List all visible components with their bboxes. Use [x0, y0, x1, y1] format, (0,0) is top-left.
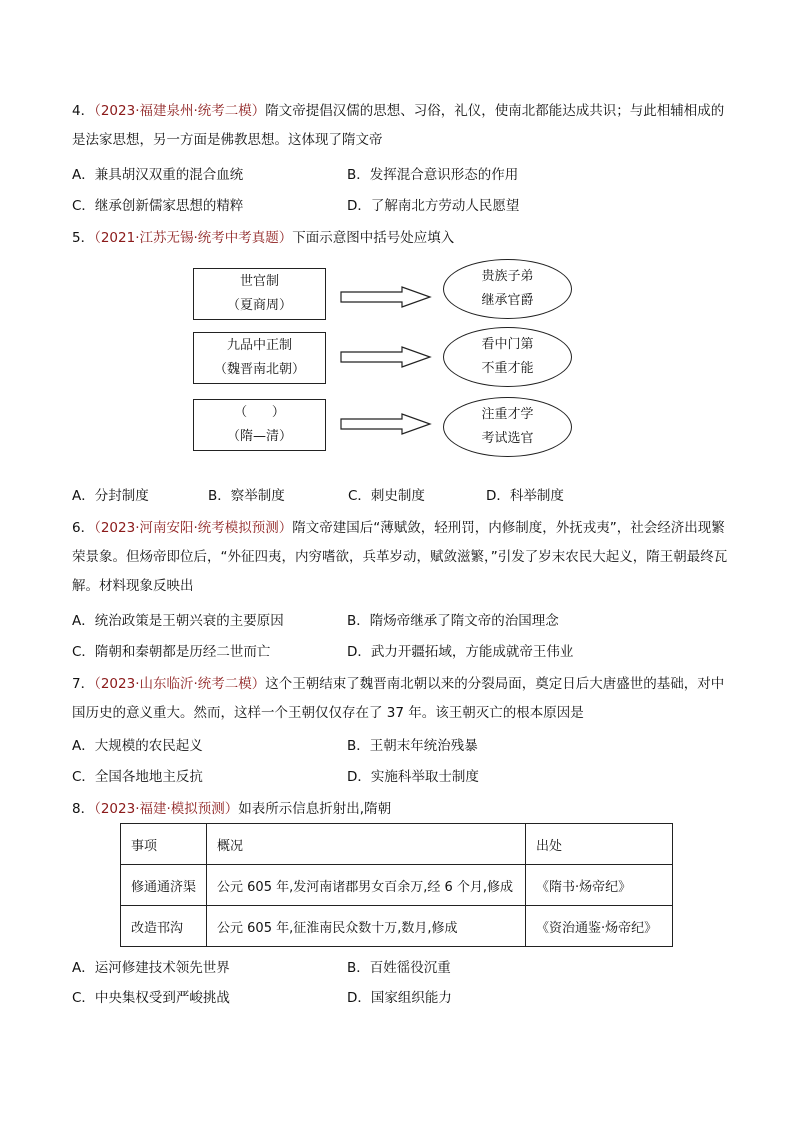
option-d: D．武力开疆拓域，方能成就帝王伟业 — [347, 644, 574, 660]
table-row — [121, 906, 673, 947]
ellipse-line: 考试选官 — [481, 431, 534, 446]
table-header-cell: 事项 — [121, 824, 207, 865]
table-header-cell: 出处 — [526, 824, 673, 865]
box-line: 九品中正制 — [226, 338, 292, 353]
box-line: （隋—清） — [226, 429, 292, 444]
option-b: B．隋炀帝继承了隋文帝的治国理念 — [347, 613, 559, 629]
question-number: 6． — [72, 520, 95, 536]
diagram-box-shiguan — [193, 268, 326, 320]
question-text: 隋文帝提倡汉儒的思想、习俗，礼仪，使南北都能达成共识；与此相辅相成的是法家思想，另一方面是佛教思想。这体现了隋文帝 — [72, 103, 725, 148]
diagram-ellipse-2 — [443, 327, 572, 387]
ellipse-line: 注重才学 — [481, 407, 534, 422]
table-header-row — [121, 824, 673, 865]
option-a: A．统治政策是王朝兴衰的主要原因 — [72, 613, 284, 629]
question-source: （2023·河南安阳·统考模拟预测） — [94, 520, 293, 536]
option-c: C．继承创新儒家思想的精粹 — [72, 198, 244, 214]
ellipse-line: 看中门第 — [481, 337, 534, 352]
diagram-box-blank — [193, 399, 326, 451]
option-b: B．发挥混合意识形态的作用 — [347, 167, 519, 183]
table-cell: 修通通济渠 — [121, 865, 207, 906]
question-7-stem — [72, 670, 732, 728]
option-a: A．兼具胡汉双重的混合血统 — [72, 167, 244, 183]
question-number: 7． — [72, 676, 95, 692]
question-source: （2023·山东临沂·统考二模） — [94, 676, 266, 692]
question-text: 下面示意图中括号处应填入 — [292, 230, 455, 246]
option-d: D．了解南北方劳动人民愿望 — [347, 198, 520, 214]
arrow-right-icon — [340, 413, 432, 435]
option-d: D．国家组织能力 — [347, 990, 452, 1006]
question-8-stem — [72, 795, 732, 824]
box-line: （ ） — [234, 405, 285, 420]
option-c: C．中央集权受到严峻挑战 — [72, 990, 230, 1006]
info-table — [120, 823, 673, 947]
table-cell: 《资治通鉴·炀帝纪》 — [526, 906, 673, 947]
option-c: C．刺史制度 — [348, 488, 425, 504]
option-b: B．察举制度 — [208, 488, 285, 504]
table-cell: 《隋书·炀帝纪》 — [526, 865, 673, 906]
question-6-stem — [72, 514, 732, 601]
option-b: B．百姓徭役沉重 — [347, 960, 451, 976]
table-cell: 改造邗沟 — [121, 906, 207, 947]
table-row — [121, 865, 673, 906]
option-d: D．科举制度 — [486, 488, 564, 504]
option-c: C．全国各地地主反抗 — [72, 769, 203, 785]
question-number: 4． — [72, 103, 95, 119]
question-5-stem — [72, 224, 732, 253]
option-a: A．运河修建技术领先世界 — [72, 960, 230, 976]
question-text: 隋文帝建国后“薄赋敛，轻刑罚，内修制度，外抚戎夷”，社会经济出现繁荣景象。但炀帝即位后，“外征四夷，内穷嗜欲，兵革岁动，赋敛滋繁，”引发了岁末农民大起义，隋王朝最终瓦解。材料现象反映出 — [72, 520, 728, 594]
ellipse-line: 不重才能 — [481, 361, 534, 376]
arrow-right-icon — [340, 286, 432, 308]
option-d: D．实施科举取士制度 — [347, 769, 479, 785]
box-line: （魏晋南北朝） — [213, 362, 305, 377]
ellipse-line: 继承官爵 — [481, 293, 534, 308]
option-c: C．隋朝和秦朝都是历经二世而亡 — [72, 644, 271, 660]
option-a: A．分封制度 — [72, 488, 149, 504]
table-cell: 公元 605 年,发河南诸郡男女百余万,经 6 个月,修成 — [207, 865, 526, 906]
option-b: B．王朝末年统治残暴 — [347, 738, 478, 754]
question-source: （2023·福建泉州·统考二模） — [94, 103, 266, 119]
diagram-ellipse-1 — [443, 259, 572, 319]
question-4-stem — [72, 97, 732, 155]
diagram-box-jiupin — [193, 332, 326, 384]
table-header-cell: 概况 — [207, 824, 526, 865]
option-a: A．大规模的农民起义 — [72, 738, 203, 754]
box-line: （夏商周） — [226, 298, 292, 313]
question-text: 如表所示信息折射出,隋朝 — [238, 801, 392, 817]
arrow-right-icon — [340, 346, 432, 368]
question-source: （2023·福建·模拟预测） — [94, 801, 239, 817]
box-line: 世官制 — [239, 274, 279, 289]
table-cell: 公元 605 年,征淮南民众数十万,数月,修成 — [207, 906, 526, 947]
diagram-ellipse-3 — [443, 397, 572, 457]
question-number: 8． — [72, 801, 95, 817]
question-source: （2021·江苏无锡·统考中考真题） — [94, 230, 293, 246]
question-number: 5． — [72, 230, 95, 246]
ellipse-line: 贵族子弟 — [481, 269, 534, 284]
question-text: 这个王朝结束了魏晋南北朝以来的分裂局面，奠定日后大唐盛世的基础，对中国历史的意义重大。然而，这样一个王朝仅仅存在了 37 年。该王朝灭亡的根本原因是 — [72, 676, 725, 721]
